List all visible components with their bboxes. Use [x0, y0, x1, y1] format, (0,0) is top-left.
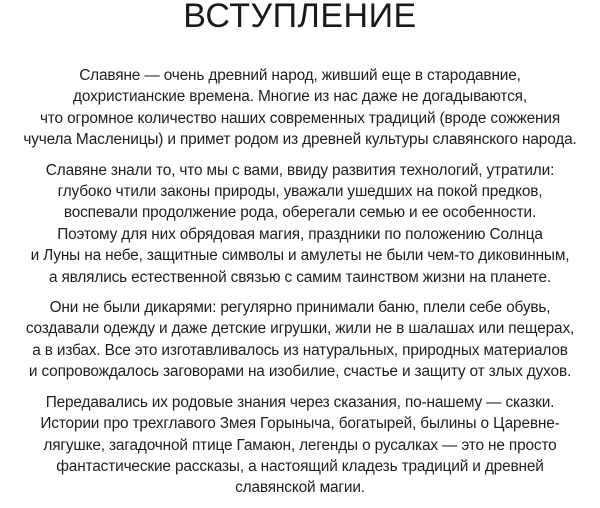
- paragraph-4: [0, 392, 600, 499]
- document-body: [0, 65, 600, 508]
- text-line: воспевали продолжение рода, оберегали семью и ее особенности.: [63, 204, 537, 222]
- text-line: Они не были дикарями: регулярно принимали баню, плели себе обувь,: [49, 299, 551, 317]
- text-line: славянской магии.: [235, 479, 365, 497]
- text-line: а являлись естественной связью с самим таинством жизни на планете.: [48, 268, 552, 286]
- text-line: Славяне знали то, что мы с вами, ввиду развития технологий, утратили:: [45, 161, 555, 179]
- text-line: что огромное количество наших современных традиций (вроде сожжения: [39, 109, 561, 127]
- text-line: а в избах. Все это изготавливалось из натуральных, природных материалов: [32, 341, 568, 359]
- page-title: ВСТУПЛЕНИЕ: [183, 0, 417, 35]
- text-line: фантастические рассказы, а настоящий кладезь традиций и древней: [56, 457, 544, 475]
- text-line: и сопровождалось заговорами на изобилие, счастье и защиту от злых духов.: [28, 363, 572, 381]
- text-line: Истории про трехглавого Змея Горыныча, богатырей, былины о Царевне-: [40, 415, 560, 433]
- text-line: глубоко чтили законы природы, уважали ушедших на покой предков,: [57, 183, 543, 201]
- text-line: Передавались их родовые знания через сказания, по-нашему — сказки.: [45, 393, 555, 411]
- text-line: Поэтому для них обрядовая магия, праздники по положению Солнца: [57, 225, 543, 243]
- paragraph-2: [0, 160, 600, 288]
- text-line: лягушке, загадочной птице Гамаюн, легенды о русалках — это не просто: [43, 436, 557, 454]
- text-line: Славяне — очень древний народ, живший еще в стародавние,: [79, 67, 521, 84]
- text-line: и Луны на небе, защитные символы и амулеты не были чем-то диковинным,: [30, 247, 570, 265]
- text-line: создавали одежду и даже детские игрушки, жили не в шалашах или пещерах,: [25, 320, 575, 338]
- text-line: дохристианские времена. Многие из нас даже не догадываются,: [73, 88, 527, 106]
- paragraph-1: [0, 65, 600, 151]
- paragraph-3: [0, 297, 600, 383]
- text-line: чучела Масленицы) и примет родом из древней культуры славянского народа.: [23, 131, 577, 149]
